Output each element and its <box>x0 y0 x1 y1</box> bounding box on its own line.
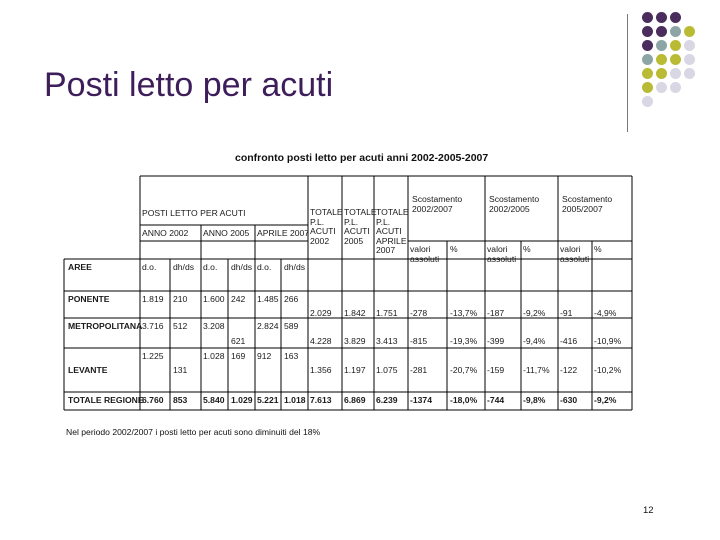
table-cell-scost: -10,2% <box>594 365 622 375</box>
table-cell-scost: -9,2% <box>594 395 617 405</box>
table-cell-scost: -630 <box>560 395 578 405</box>
page-number: 12 <box>643 505 654 516</box>
table-cell-scost: -399 <box>487 336 505 346</box>
table-cell-scost: -11,7% <box>523 365 550 375</box>
table-footnote: Nel periodo 2002/2007 i posti letto per acuti sono diminuiti del 18% <box>66 427 321 437</box>
header-year: APRILE 2007 <box>257 228 310 238</box>
table-cell-scost: -159 <box>487 365 505 375</box>
header-valori-assoluti: valori assoluti <box>487 244 517 264</box>
row-area-label: METROPOLITANA <box>68 321 143 331</box>
header-sub-label: d.o. <box>142 262 157 272</box>
table-cell: 3.208 <box>203 321 225 331</box>
row-area-label: TOTALE REGIONE <box>68 395 144 405</box>
row-area-label: PONENTE <box>68 294 110 304</box>
table-cell-total: 1.197 <box>344 365 366 375</box>
table-cell-total: 6.869 <box>344 395 366 405</box>
table-cell-scost: -91 <box>560 308 573 318</box>
header-percent: % <box>594 244 602 254</box>
header-aree: AREE <box>68 262 92 272</box>
header-scostamento: Scostamento 2005/2007 <box>562 194 613 214</box>
table-cell: 169 <box>231 351 246 361</box>
header-sub-label: dh/ds <box>231 262 253 272</box>
table-cell-scost: -13,7% <box>450 308 478 318</box>
header-sub-label: dh/ds <box>173 262 195 272</box>
table-cell: 1.028 <box>203 351 225 361</box>
table-cell-scost: -4,9% <box>594 308 617 318</box>
table-cell: 5.840 <box>203 395 225 405</box>
table-cell: 853 <box>173 395 188 405</box>
header-total: TOTALE P.L. ACUTI 2002 <box>310 207 343 246</box>
table-cell: 1.485 <box>257 294 279 304</box>
table-cell: 3.716 <box>142 321 164 331</box>
table-cell: 210 <box>173 294 188 304</box>
table-cell-scost: -122 <box>560 365 578 375</box>
table-cell: 1.819 <box>142 294 164 304</box>
table-cell-total: 6.239 <box>376 395 398 405</box>
table-cell-total: 1.075 <box>376 365 398 375</box>
table-cell: 5.221 <box>257 395 279 405</box>
header-sub-label: d.o. <box>203 262 218 272</box>
table-cell: 266 <box>284 294 299 304</box>
table-cell-total: 1.842 <box>344 308 366 318</box>
table-cell-scost: -18,0% <box>450 395 478 405</box>
row-area-label: LEVANTE <box>68 365 108 375</box>
table-cell-total: 7.613 <box>310 395 332 405</box>
header-year: ANNO 2005 <box>203 228 250 238</box>
table-cell: 1.600 <box>203 294 225 304</box>
table-cell-scost: -9,8% <box>523 395 546 405</box>
header-percent: % <box>450 244 458 254</box>
table-cell-scost: -278 <box>410 308 428 318</box>
table-cell-total: 4.228 <box>310 336 332 346</box>
table-cell: 1.225 <box>142 351 164 361</box>
table-cell-scost: -19,3% <box>450 336 478 346</box>
header-scostamento: Scostamento 2002/2005 <box>489 194 540 214</box>
header-total: TOTALE P.L. ACUTI 2005 <box>344 207 377 246</box>
header-scostamento: Scostamento 2002/2007 <box>412 194 463 214</box>
header-sub-label: d.o. <box>257 262 272 272</box>
table-cell-scost: -9,4% <box>523 336 546 346</box>
table-cell: 512 <box>173 321 188 331</box>
table-cell: 621 <box>231 336 246 346</box>
table-cell: 131 <box>173 365 188 375</box>
table-cell-scost: -187 <box>487 308 505 318</box>
table-cell: 912 <box>257 351 272 361</box>
table-cell-total: 1.356 <box>310 365 332 375</box>
table-cell: 163 <box>284 351 299 361</box>
table-cell: 242 <box>231 294 246 304</box>
header-valori-assoluti: valori assoluti <box>560 244 590 264</box>
header-year: ANNO 2002 <box>142 228 189 238</box>
table-cell-scost: -9,2% <box>523 308 546 318</box>
table-cell-scost: -815 <box>410 336 428 346</box>
table-cell-scost: -281 <box>410 365 428 375</box>
table-cell-total: 1.751 <box>376 308 398 318</box>
slide-title: Posti letto per acuti <box>44 66 334 104</box>
table-cell-total: 2.029 <box>310 308 332 318</box>
header-valori-assoluti: valori assoluti <box>410 244 440 264</box>
header-percent: % <box>523 244 531 254</box>
table-cell-total: 3.829 <box>344 336 366 346</box>
header-total: TOTALE P.L. ACUTI APRILE 2007 <box>376 207 409 255</box>
table-cell-scost: -744 <box>487 395 505 405</box>
table-cell: 6.760 <box>142 395 164 405</box>
table-cell: 589 <box>284 321 299 331</box>
table-cell-scost: -1374 <box>410 395 432 405</box>
table-cell-total: 3.413 <box>376 336 398 346</box>
table-cell-scost: -10,9% <box>594 336 622 346</box>
table-cell: 1.018 <box>284 395 306 405</box>
table-cell-scost: -20,7% <box>450 365 478 375</box>
table-cell: 1.029 <box>231 395 253 405</box>
header-posti-letto: POSTI LETTO PER ACUTI <box>142 208 246 218</box>
table-cell: 2.824 <box>257 321 279 331</box>
table-title: confronto posti letto per acuti anni 2002-2005-2007 <box>235 152 489 164</box>
table-cell-scost: -416 <box>560 336 578 346</box>
header-sub-label: dh/ds <box>284 262 306 272</box>
